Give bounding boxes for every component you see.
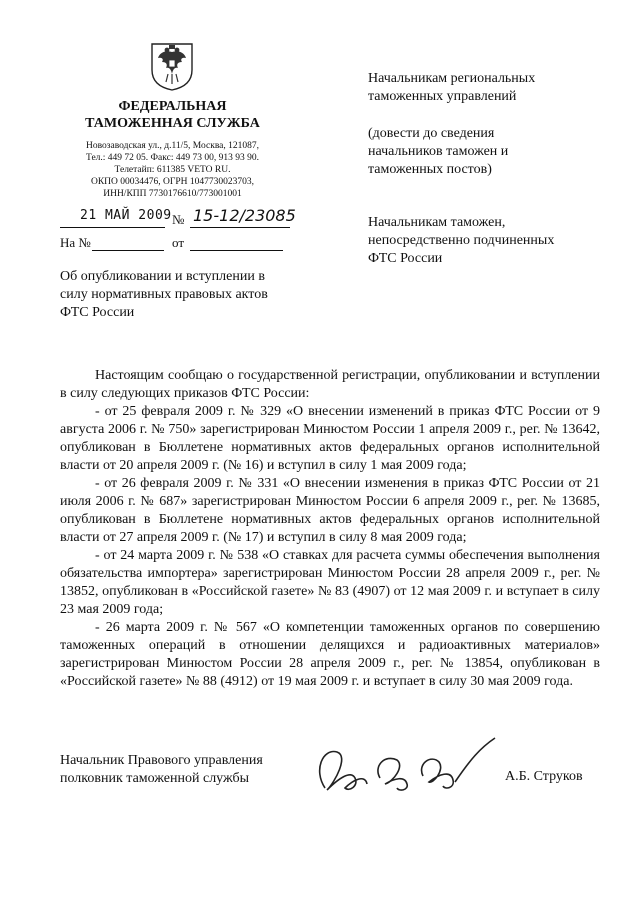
- body-item-3: - от 24 марта 2009 г. № 538 «О ставках для расчета суммы обеспечения выполнения обязательства импортера» зарегистрирован Минюстом России 28 апреля 2009 г., рег. № 13852, опубликован в «Российской газете» № 83 (4907) от 12 мая 2009 г. и вступает в силу 23 мая 2009 года;: [60, 548, 600, 617]
- addressee-note1: (довести до сведения: [368, 126, 495, 141]
- reference-number-line: [92, 238, 164, 251]
- signatory-name: А.Б. Струков: [505, 769, 583, 784]
- reference-from-label: от: [172, 235, 185, 250]
- body-item-2: - от 26 февраля 2009 г. № 331 «О внесении изменения в приказ ФТС России от 21 июля 2006 г. № 687» зарегистрирован Минюстом России 6 апреля 2009 г., рег. № 13685, опубликован в Бюллетене нормативных актов федеральных органов исполнительной власти от 27 апреля 2009 г. (№ 17) и вступил в силу 8 мая 2009 года;: [60, 476, 600, 545]
- reference-date-line: [190, 238, 283, 251]
- org-teletype: Телетайп: 611385 VETO RU.: [114, 165, 231, 175]
- subject-line1: Об опубликовании и вступлении в: [60, 269, 265, 284]
- addressee-second-line2: непосредственно подчиненных: [368, 233, 555, 248]
- letter-number: 15-12/23085: [193, 206, 296, 225]
- subject-line3: ФТС России: [60, 305, 135, 320]
- letter-body: [60, 367, 600, 691]
- body-intro: Настоящим сообщаю о государственной регистрации, опубликовании и вступлении в силу следующих приказов ФТС России:: [60, 368, 600, 401]
- org-name-line2: ТАМОЖЕННАЯ СЛУЖБА: [85, 116, 260, 131]
- addressee-line2: таможенных управлений: [368, 89, 517, 104]
- coat-of-arms-emblem: [148, 40, 196, 92]
- org-inn: ИНН/КПП 7730176610/773001001: [103, 189, 242, 199]
- addressee-second-line1: Начальникам таможен,: [368, 215, 506, 230]
- addressee-note3: таможенных постов): [368, 162, 492, 177]
- letter-date: 21 МАЙ 2009: [80, 208, 172, 223]
- signatory-title1: Начальник Правового управления: [60, 753, 263, 768]
- subject-line2: силу нормативных правовых актов: [60, 287, 268, 302]
- org-okpo: ОКПО 00034476, ОГРН 1047730023703,: [90, 177, 255, 187]
- org-name-line1: ФЕДЕРАЛЬНАЯ: [118, 99, 227, 114]
- addressee-second-line3: ФТС России: [368, 251, 443, 266]
- org-phones: Тел.: 449 72 05. Факс: 449 73 00, 913 93 90.: [86, 153, 259, 163]
- signatory-title2: полковник таможенной службы: [60, 771, 250, 786]
- addressee-line1: Начальникам региональных: [368, 71, 536, 86]
- body-item-1: - от 25 февраля 2009 г. № 329 «О внесении изменений в приказ ФТС России от 9 августа 2006 г. № 750» зарегистрирован Минюстом России 1 апреля 2009 г., рег. № 13642, опубликован в Бюллетене нормативных актов федеральных органов исполнительной власти от 20 апреля 2009 г. (№ 16) и вступил в силу 1 мая 2009 года;: [60, 404, 600, 473]
- addressee-note2: начальников таможен и: [368, 144, 509, 159]
- handwritten-signature: [305, 730, 505, 810]
- number-label: №: [172, 212, 185, 227]
- body-item-4: - 26 марта 2009 г. № 567 «О компетенции таможенных органов по совершению таможенных операций в отношении делящихся и радиоактивных материалов» зарегистрирован Минюстом России 28 апреля 2009 г., рег. № 13854, опубликован в «Российской газете» № 88 (4912) от 19 мая 2009 г. и вступает в силу 30 мая 2009 года.: [60, 620, 600, 689]
- org-address: Новозаводская ул., д.11/5, Москва, 121087,: [85, 141, 260, 151]
- reference-label: На №: [60, 235, 91, 250]
